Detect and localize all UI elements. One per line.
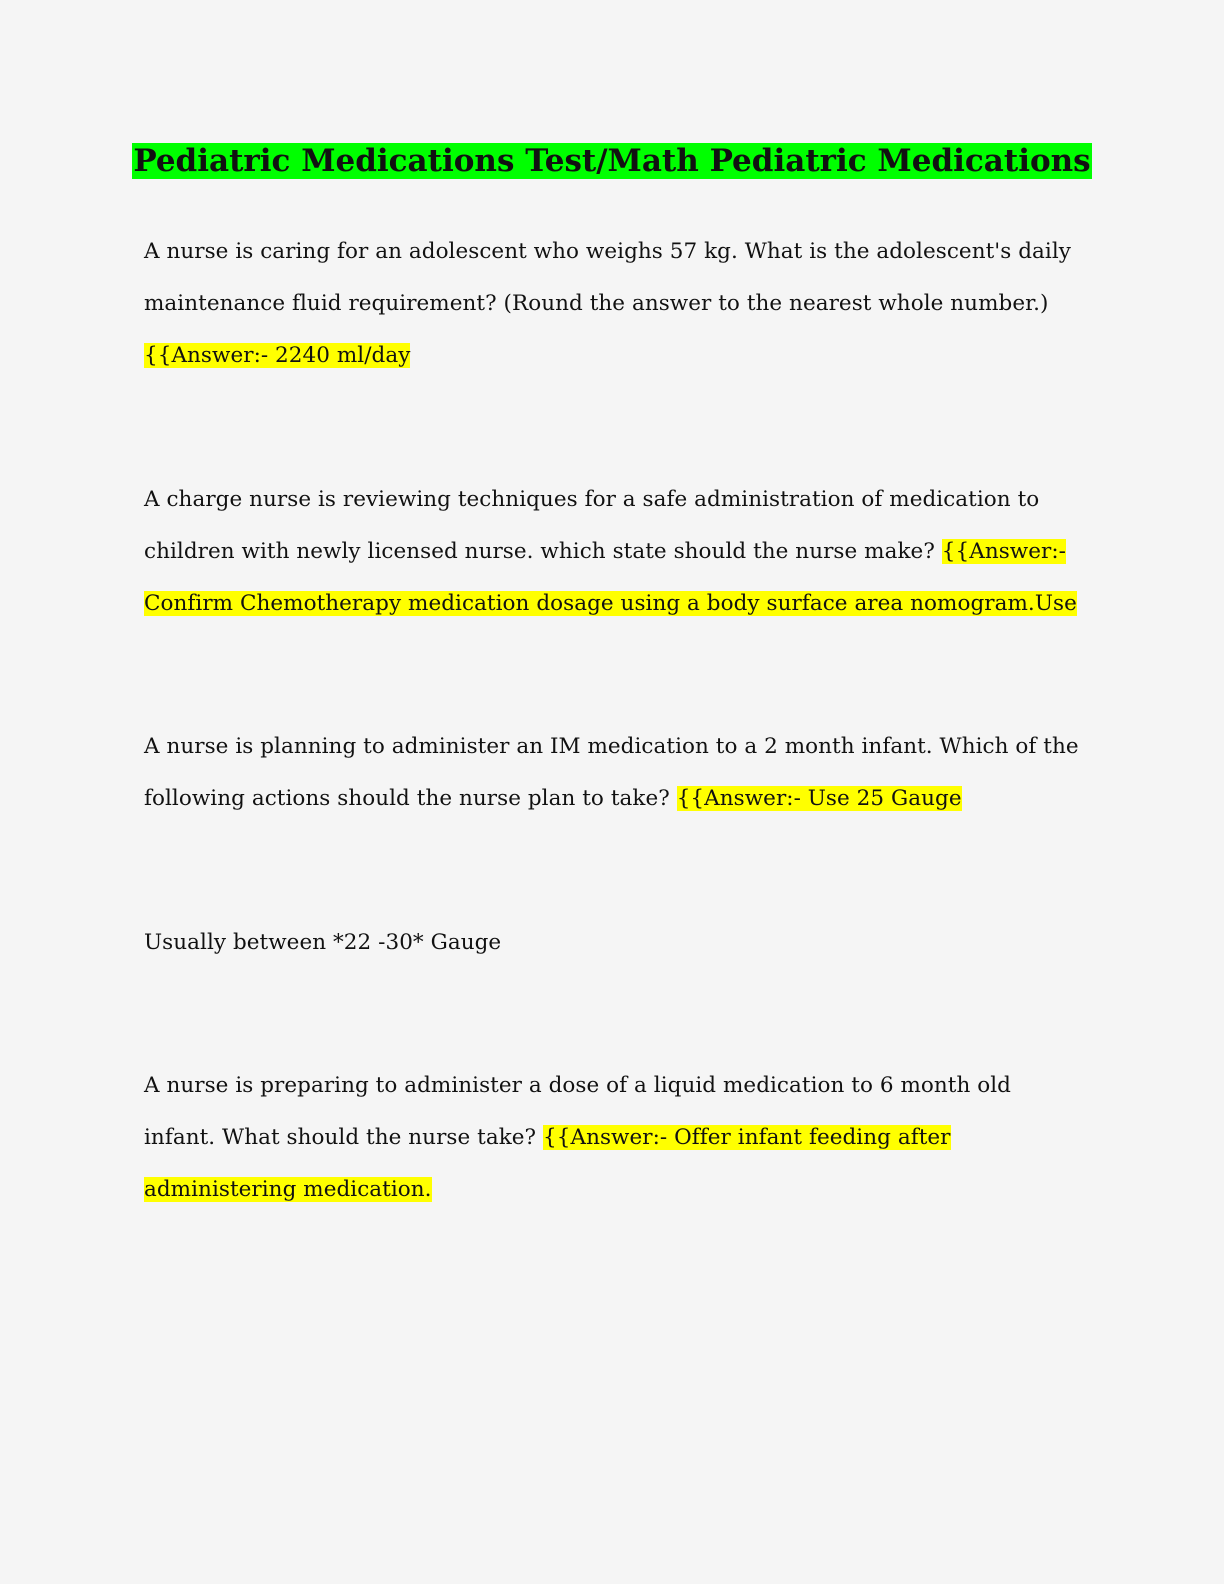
question-block-1 bbox=[144, 226, 1084, 382]
title-highlight: Pediatric Medications Test/Math Pediatric Medications bbox=[133, 143, 1091, 179]
answer-text: {{Answer:- Offer infant feeding after administering medication. bbox=[144, 1125, 951, 1202]
question-text: A charge nurse is reviewing techniques for a safe administration of medication to children with newly licensed nurse. which state should the nurse make? bbox=[144, 487, 1040, 564]
note-text: Usually between *22 -30* Gauge bbox=[144, 930, 502, 955]
question-block-2 bbox=[144, 474, 1084, 630]
question-text: A nurse is planning to administer an IM medication to a 2 month infant. Which of the following actions should the nurse plan to take? bbox=[144, 734, 1079, 811]
document-title bbox=[0, 141, 1224, 181]
answer-text: {{Answer:- 2240 ml/day bbox=[144, 343, 411, 368]
answer-text: {{Answer:- Confirm Chemotherapy medication dosage using a body surface area nomogram.Use bbox=[144, 539, 1077, 616]
question-block-4 bbox=[144, 1060, 1084, 1216]
answer-text: {{Answer:- Use 25 Gauge bbox=[676, 786, 962, 811]
question-text: A nurse is caring for an adolescent who weighs 57 kg. What is the adolescent's daily maintenance fluid requirement? (Round the answer to the nearest whole number.) bbox=[144, 239, 1071, 316]
question-block-3 bbox=[144, 721, 1084, 825]
question-text: A nurse is preparing to administer a dose of a liquid medication to 6 month old infant. What should the nurse take? bbox=[144, 1073, 1011, 1150]
